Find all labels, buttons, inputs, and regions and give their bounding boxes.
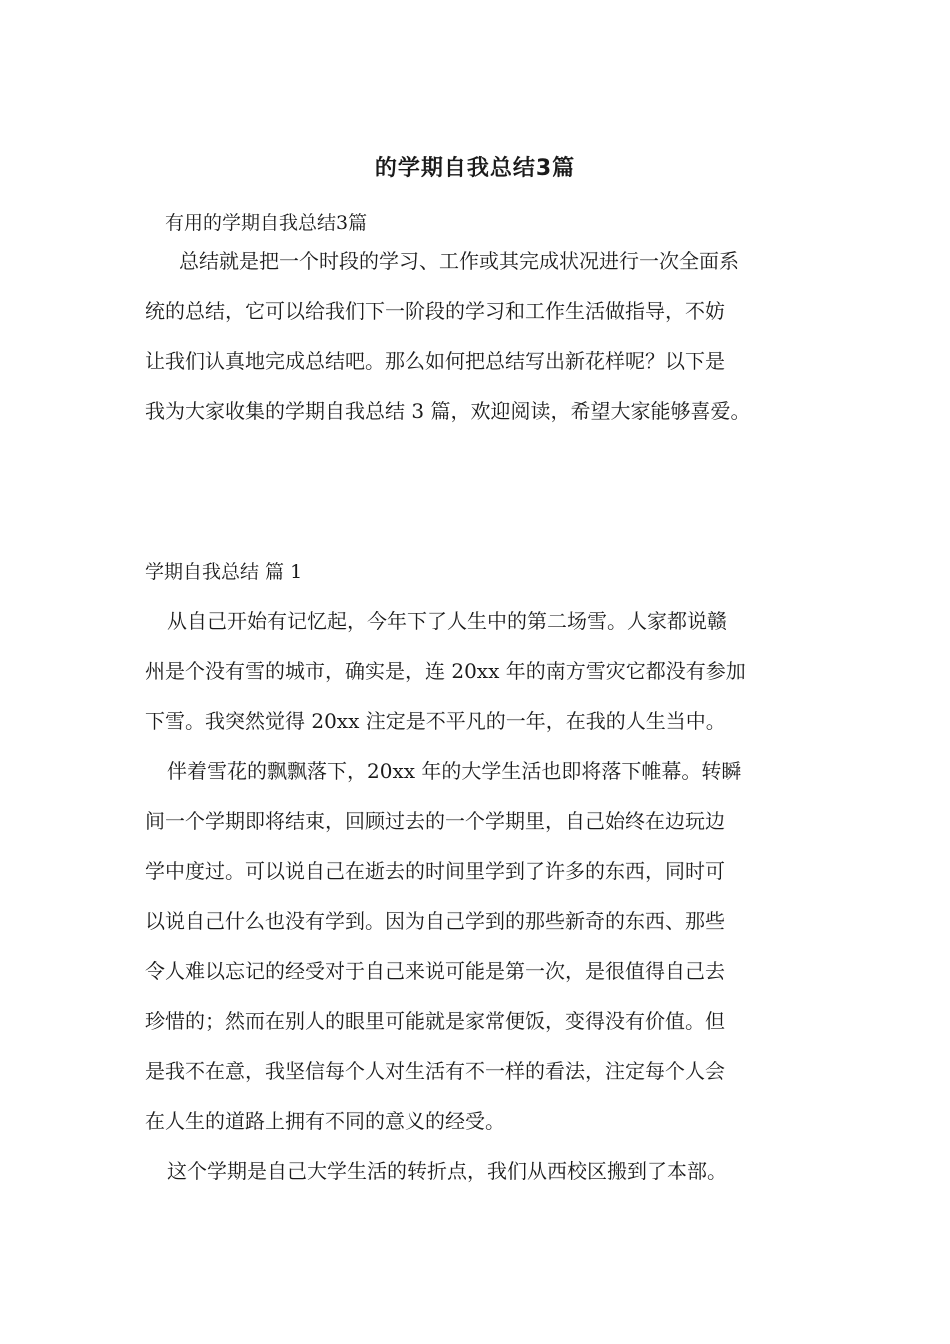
section1-paragraph-2 xyxy=(145,746,825,1146)
paragraph-line: 下雪。我突然觉得 20xx 注定是不平凡的一年，在我的人生当中。 xyxy=(145,709,726,733)
paragraph-line: 间一个学期即将结束，回顾过去的一个学期里，自己始终在边玩边 xyxy=(145,809,725,833)
intro-line: 我为大家收集的学期自我总结 3 篇，欢迎阅读，希望大家能够喜爱。 xyxy=(145,399,751,423)
paragraph-line: 从自己开始有记忆起，今年下了人生中的第二场雪。人家都说赣 xyxy=(167,609,727,633)
intro-line: 总结就是把一个时段的学习、工作或其完成状况进行一次全面系 xyxy=(179,249,739,273)
intro-line: 让我们认真地完成总结吧。那么如何把总结写出新花样呢？以下是 xyxy=(145,349,725,373)
section1-paragraph-3 xyxy=(145,1146,825,1196)
paragraph-line: 以说自己什么也没有学到。因为自己学到的那些新奇的东西、那些 xyxy=(145,909,725,933)
intro-paragraph xyxy=(145,236,825,436)
section-heading: 学期自我总结 篇 1 xyxy=(145,561,303,583)
paragraph-line: 珍惜的；然而在别人的眼里可能就是家常便饭，变得没有价值。但 xyxy=(145,1009,725,1033)
paragraph-line: 是我不在意，我坚信每个人对生活有不一样的看法，注定每个人会 xyxy=(145,1059,725,1083)
paragraph-line: 州是个没有雪的城市，确实是，连 20xx 年的南方雪灾它都没有参加 xyxy=(145,659,746,683)
paragraph-line: 在人生的道路上拥有不同的意义的经受。 xyxy=(145,1109,505,1133)
document-subtitle: 有用的学期自我总结3篇 xyxy=(165,212,368,234)
paragraph-line: 学中度过。可以说自己在逝去的时间里学到了许多的东西，同时可 xyxy=(145,859,725,883)
paragraph-line: 伴着雪花的飘飘落下，20xx 年的大学生活也即将落下帷幕。转瞬 xyxy=(167,759,742,783)
paragraph-line: 这个学期是自己大学生活的转折点，我们从西校区搬到了本部。 xyxy=(167,1159,727,1183)
section1-paragraph-1 xyxy=(145,596,825,746)
paragraph-line: 令人难以忘记的经受对于自己来说可能是第一次，是很值得自己去 xyxy=(145,959,725,983)
intro-line: 统的总结，它可以给我们下一阶段的学习和工作生活做指导，不妨 xyxy=(145,299,725,323)
document-title: 的学期自我总结3篇 xyxy=(374,156,576,181)
